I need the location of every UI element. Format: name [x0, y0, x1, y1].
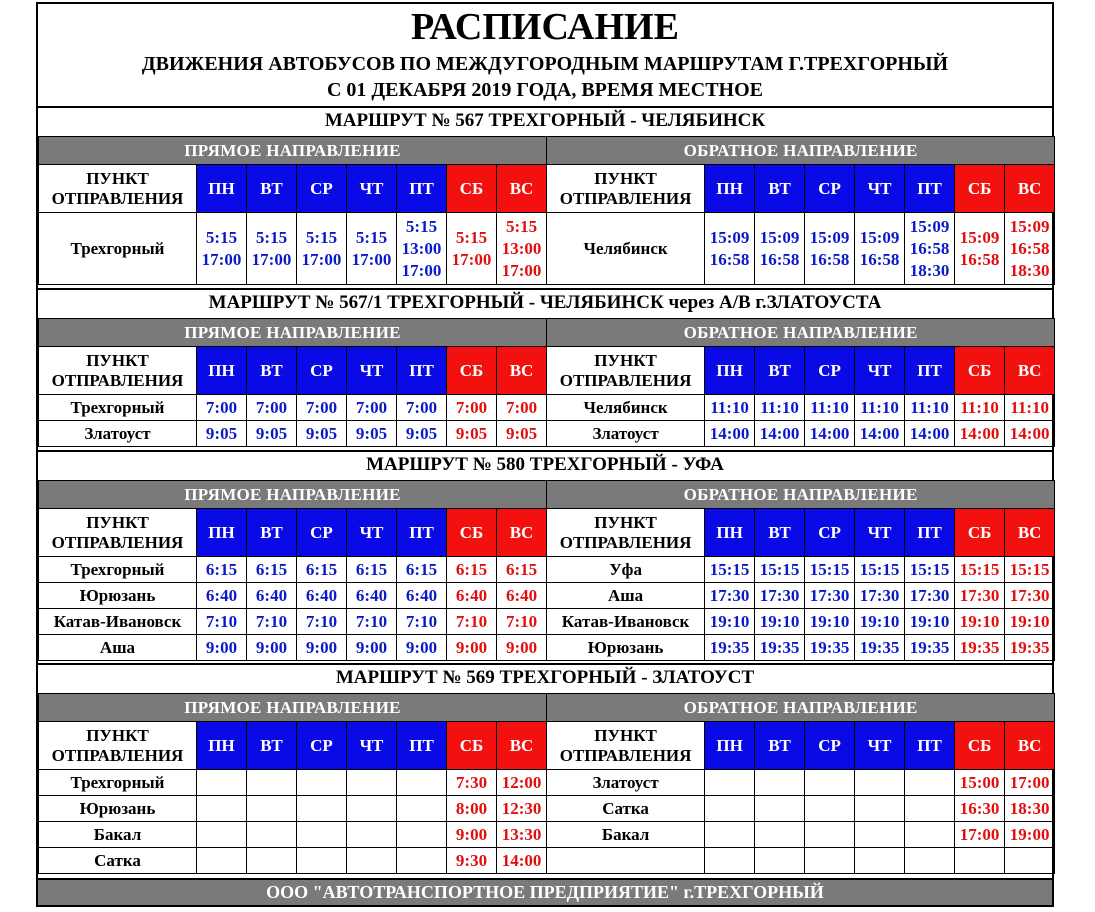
departure-time: 11:10	[1005, 395, 1055, 421]
departure-time	[905, 796, 955, 822]
departure-time: 15:15	[805, 557, 855, 583]
departure-time: 9:00	[247, 635, 297, 661]
forward-direction-label: ПРЯМОЕ НАПРАВЛЕНИЕ	[39, 137, 547, 165]
departure-point-header	[39, 165, 197, 213]
departure-time	[347, 770, 397, 796]
departure-time: 14:00	[755, 421, 805, 447]
stop-name: Трехгорный	[39, 213, 197, 285]
route-title: МАРШРУТ № 580 ТРЕХГОРНЫЙ - УФА	[366, 454, 724, 475]
day-header: СР	[805, 165, 855, 213]
day-header: ЧТ	[347, 722, 397, 770]
departure-time: 14:00	[1005, 421, 1055, 447]
departure-time: 17:30	[705, 583, 755, 609]
page-subtitle: ДВИЖЕНИЯ АВТОБУСОВ ПО МЕЖДУГОРОДНЫМ МАРШРУТАМ Г.ТРЕХГОРНЫЙ	[141, 53, 949, 75]
stop-name: Юрюзань	[547, 635, 705, 661]
day-header: ПН	[197, 722, 247, 770]
day-header: СР	[805, 509, 855, 557]
direction-row	[39, 694, 1055, 722]
departure-time: 7:00	[447, 395, 497, 421]
departure-time	[755, 770, 805, 796]
day-header: СР	[805, 722, 855, 770]
departure-time: 6:15	[397, 557, 447, 583]
departure-time: 17:30	[755, 583, 805, 609]
departure-time: 15:09 16:58	[805, 213, 855, 285]
departure-time: 14:00	[905, 421, 955, 447]
departure-time	[805, 822, 855, 848]
departure-time: 19:35	[755, 635, 805, 661]
stop-name: Сатка	[39, 848, 197, 874]
table-row	[39, 583, 1055, 609]
day-header: ПН	[197, 165, 247, 213]
departure-time: 19:35	[905, 635, 955, 661]
day-header: ВС	[1005, 165, 1055, 213]
departure-time	[247, 796, 297, 822]
departure-time: 19:35	[855, 635, 905, 661]
day-header: ВТ	[755, 509, 805, 557]
departure-point-header	[39, 722, 197, 770]
day-header: ВС	[497, 722, 547, 770]
departure-time	[197, 848, 247, 874]
reverse-direction-label: ОБРАТНОЕ НАПРАВЛЕНИЕ	[547, 319, 1055, 347]
departure-time: 6:40	[197, 583, 247, 609]
departure-point-label-line1: ПУНКТ	[594, 168, 657, 188]
reverse-direction-label: ОБРАТНОЕ НАПРАВЛЕНИЕ	[547, 694, 1055, 722]
day-header: ПТ	[397, 165, 447, 213]
day-header: ПН	[705, 722, 755, 770]
departure-time	[705, 796, 755, 822]
departure-time: 19:10	[805, 609, 855, 635]
day-header: ВС	[1005, 722, 1055, 770]
departure-time	[397, 796, 447, 822]
day-header: СР	[805, 347, 855, 395]
route-title: МАРШРУТ № 567 ТРЕХГОРНЫЙ - ЧЕЛЯБИНСК	[324, 110, 766, 131]
departure-time: 7:10	[397, 609, 447, 635]
stop-name: Трехгорный	[39, 557, 197, 583]
day-header: СР	[297, 347, 347, 395]
departure-time	[197, 770, 247, 796]
departure-time: 19:35	[805, 635, 855, 661]
departure-time: 19:35	[705, 635, 755, 661]
departure-time	[247, 822, 297, 848]
departure-time: 11:10	[705, 395, 755, 421]
direction-row	[39, 137, 1055, 165]
forward-direction-label: ПРЯМОЕ НАПРАВЛЕНИЕ	[39, 481, 547, 509]
departure-time: 11:10	[755, 395, 805, 421]
days-header-row	[39, 509, 1055, 557]
departure-time: 7:00	[297, 395, 347, 421]
departure-time: 15:09 16:58 18:30	[1005, 213, 1055, 285]
departure-time: 15:09 16:58	[955, 213, 1005, 285]
departure-point-header	[547, 509, 705, 557]
day-header: ЧТ	[347, 347, 397, 395]
departure-time: 14:00	[955, 421, 1005, 447]
departure-time: 6:40	[397, 583, 447, 609]
departure-time	[297, 770, 347, 796]
departure-time: 9:00	[447, 635, 497, 661]
departure-time: 15:15	[1005, 557, 1055, 583]
day-header: ВТ	[755, 347, 805, 395]
departure-time: 5:15 17:00	[347, 213, 397, 285]
day-header: ЧТ	[855, 509, 905, 557]
departure-time: 15:09 16:58	[755, 213, 805, 285]
reverse-direction-label: ОБРАТНОЕ НАПРАВЛЕНИЕ	[547, 481, 1055, 509]
departure-time: 5:15 13:00 17:00	[397, 213, 447, 285]
departure-point-header	[547, 165, 705, 213]
day-header: ВТ	[247, 509, 297, 557]
departure-time: 17:30	[1005, 583, 1055, 609]
departure-time: 6:40	[497, 583, 547, 609]
departure-time: 6:40	[297, 583, 347, 609]
day-header: ВТ	[247, 722, 297, 770]
departure-time	[805, 796, 855, 822]
departure-time	[855, 796, 905, 822]
departure-point-label-line1: ПУНКТ	[86, 168, 149, 188]
departure-time	[347, 796, 397, 822]
departure-time	[1005, 848, 1055, 874]
day-header: ВС	[497, 347, 547, 395]
departure-time: 6:15	[347, 557, 397, 583]
day-header: ПН	[705, 509, 755, 557]
departure-time: 17:00	[955, 822, 1005, 848]
departure-time	[297, 796, 347, 822]
departure-time: 7:00	[397, 395, 447, 421]
departure-time	[755, 848, 805, 874]
forward-direction-label: ПРЯМОЕ НАПРАВЛЕНИЕ	[39, 319, 547, 347]
days-header-row	[39, 347, 1055, 395]
departure-time	[397, 848, 447, 874]
table-row	[39, 213, 1055, 285]
departure-time: 9:00	[447, 822, 497, 848]
departure-time: 7:00	[247, 395, 297, 421]
day-header: СР	[297, 509, 347, 557]
day-header: ВС	[497, 509, 547, 557]
departure-time: 9:05	[497, 421, 547, 447]
table-row	[39, 770, 1055, 796]
day-header: СБ	[955, 347, 1005, 395]
reverse-direction-label: ОБРАТНОЕ НАПРАВЛЕНИЕ	[547, 137, 1055, 165]
stop-name	[547, 848, 705, 874]
day-header: ЧТ	[855, 165, 905, 213]
departure-time: 7:30	[447, 770, 497, 796]
day-header: ПН	[197, 347, 247, 395]
departure-time	[347, 822, 397, 848]
departure-time: 14:00	[705, 421, 755, 447]
table-row	[39, 421, 1055, 447]
stop-name: Уфа	[547, 557, 705, 583]
stop-name: Бакал	[547, 822, 705, 848]
departure-time: 17:30	[905, 583, 955, 609]
day-header: СБ	[447, 347, 497, 395]
table-row	[39, 395, 1055, 421]
departure-time	[347, 848, 397, 874]
departure-time	[397, 770, 447, 796]
departure-time: 9:00	[347, 635, 397, 661]
departure-time: 7:10	[447, 609, 497, 635]
departure-point-label-line2: ОТПРАВЛЕНИЯ	[51, 532, 184, 552]
departure-time: 9:00	[297, 635, 347, 661]
departure-time: 11:10	[905, 395, 955, 421]
route-schedule-table	[38, 693, 1055, 874]
days-header-row	[39, 165, 1055, 213]
departure-time: 15:15	[755, 557, 805, 583]
table-row	[39, 848, 1055, 874]
departure-time: 9:05	[247, 421, 297, 447]
departure-time: 7:10	[497, 609, 547, 635]
departure-time: 19:00	[1005, 822, 1055, 848]
page-date-note: С 01 ДЕКАБРЯ 2019 ГОДА, ВРЕМЯ МЕСТНОЕ	[326, 79, 764, 101]
route-schedule-table	[38, 318, 1055, 447]
day-header: СБ	[447, 722, 497, 770]
day-header: СБ	[447, 509, 497, 557]
departure-time: 5:15 17:00	[247, 213, 297, 285]
departure-point-label-line1: ПУНКТ	[594, 350, 657, 370]
departure-time: 19:10	[1005, 609, 1055, 635]
day-header: ЧТ	[855, 347, 905, 395]
departure-time: 5:15 17:00	[297, 213, 347, 285]
departure-time: 19:10	[855, 609, 905, 635]
departure-time: 11:10	[855, 395, 905, 421]
departure-time: 6:15	[247, 557, 297, 583]
departure-time	[855, 770, 905, 796]
day-header: ВТ	[755, 722, 805, 770]
stop-name: Челябинск	[547, 213, 705, 285]
day-header: СР	[297, 165, 347, 213]
departure-point-label-line2: ОТПРАВЛЕНИЯ	[51, 188, 184, 208]
table-row	[39, 557, 1055, 583]
departure-point-label-line1: ПУНКТ	[86, 350, 149, 370]
departure-point-label-line1: ПУНКТ	[594, 512, 657, 532]
departure-time: 7:00	[347, 395, 397, 421]
departure-time: 15:15	[705, 557, 755, 583]
page-title: РАСПИСАНИЕ	[411, 6, 679, 48]
departure-time	[755, 796, 805, 822]
day-header: СБ	[955, 722, 1005, 770]
departure-time: 6:15	[197, 557, 247, 583]
departure-time: 5:15 13:00 17:00	[497, 213, 547, 285]
day-header: ВТ	[755, 165, 805, 213]
departure-time: 9:05	[197, 421, 247, 447]
day-header: ПТ	[397, 722, 447, 770]
day-header: ЧТ	[347, 165, 397, 213]
route-schedule-table	[38, 136, 1055, 285]
departure-time: 17:30	[805, 583, 855, 609]
departure-time: 13:30	[497, 822, 547, 848]
departure-point-header	[39, 509, 197, 557]
day-header: СБ	[955, 165, 1005, 213]
departure-time: 6:40	[347, 583, 397, 609]
route-schedule-table	[38, 480, 1055, 661]
departure-time: 9:00	[197, 635, 247, 661]
departure-time	[247, 770, 297, 796]
departure-time: 19:35	[1005, 635, 1055, 661]
departure-time: 7:00	[197, 395, 247, 421]
day-header: ПТ	[905, 722, 955, 770]
stop-name: Юрюзань	[39, 796, 197, 822]
day-header: ПН	[197, 509, 247, 557]
departure-time: 5:15 17:00	[447, 213, 497, 285]
stop-name: Челябинск	[547, 395, 705, 421]
departure-point-header	[547, 722, 705, 770]
departure-point-label-line2: ОТПРАВЛЕНИЯ	[559, 745, 692, 765]
route-title: МАРШРУТ № 569 ТРЕХГОРНЫЙ - ЗЛАТОУСТ	[335, 667, 755, 688]
day-header: ПН	[705, 165, 755, 213]
departure-time: 7:10	[247, 609, 297, 635]
departure-time	[905, 822, 955, 848]
departure-time: 7:10	[197, 609, 247, 635]
departure-time	[855, 848, 905, 874]
departure-time: 9:00	[397, 635, 447, 661]
departure-time: 11:10	[805, 395, 855, 421]
table-row	[39, 796, 1055, 822]
departure-time	[705, 822, 755, 848]
departure-time	[297, 848, 347, 874]
departure-time: 12:30	[497, 796, 547, 822]
departure-time: 16:30	[955, 796, 1005, 822]
departure-time: 9:05	[347, 421, 397, 447]
departure-time	[905, 770, 955, 796]
departure-time	[705, 770, 755, 796]
departure-time	[755, 822, 805, 848]
stop-name: Аша	[39, 635, 197, 661]
stop-name: Златоуст	[39, 421, 197, 447]
departure-time: 18:30	[1005, 796, 1055, 822]
departure-time: 6:15	[497, 557, 547, 583]
departure-point-label-line1: ПУНКТ	[86, 725, 149, 745]
departure-time: 8:00	[447, 796, 497, 822]
departure-point-label-line2: ОТПРАВЛЕНИЯ	[559, 532, 692, 552]
table-row	[39, 635, 1055, 661]
footer-company: ООО "АВТОТРАНСПОРТНОЕ ПРЕДПРИЯТИЕ" г.ТРЕХГОРНЫЙ	[38, 880, 1052, 905]
route-title: МАРШРУТ № 567/1 ТРЕХГОРНЫЙ - ЧЕЛЯБИНСК через А/В г.ЗЛАТОУСТА	[208, 292, 882, 313]
departure-time: 11:10	[955, 395, 1005, 421]
day-header: СБ	[447, 165, 497, 213]
day-header: СБ	[955, 509, 1005, 557]
departure-time: 19:10	[955, 609, 1005, 635]
stop-name: Сатка	[547, 796, 705, 822]
departure-time: 9:05	[397, 421, 447, 447]
departure-time: 7:10	[297, 609, 347, 635]
stop-name: Катав-Ивановск	[39, 609, 197, 635]
day-header: ВС	[497, 165, 547, 213]
departure-time: 17:30	[855, 583, 905, 609]
departure-time: 19:10	[705, 609, 755, 635]
departure-time	[905, 848, 955, 874]
departure-time	[705, 848, 755, 874]
departure-time: 15:00	[955, 770, 1005, 796]
departure-time: 6:15	[297, 557, 347, 583]
departure-point-label-line2: ОТПРАВЛЕНИЯ	[559, 370, 692, 390]
day-header: ПТ	[905, 347, 955, 395]
departure-time: 17:30	[955, 583, 1005, 609]
departure-time	[297, 822, 347, 848]
departure-time: 7:10	[347, 609, 397, 635]
departure-time: 14:00	[805, 421, 855, 447]
departure-time	[197, 796, 247, 822]
departure-time: 19:10	[755, 609, 805, 635]
departure-time: 15:15	[905, 557, 955, 583]
direction-row	[39, 319, 1055, 347]
day-header: ВТ	[247, 165, 297, 213]
departure-time: 9:05	[297, 421, 347, 447]
day-header: ЧТ	[347, 509, 397, 557]
departure-point-header	[547, 347, 705, 395]
day-header: ПТ	[397, 509, 447, 557]
departure-point-label-line2: ОТПРАВЛЕНИЯ	[559, 188, 692, 208]
departure-time: 19:10	[905, 609, 955, 635]
departure-time: 17:00	[1005, 770, 1055, 796]
table-row	[39, 609, 1055, 635]
departure-time: 7:00	[497, 395, 547, 421]
forward-direction-label: ПРЯМОЕ НАПРАВЛЕНИЕ	[39, 694, 547, 722]
departure-point-label-line1: ПУНКТ	[594, 725, 657, 745]
stop-name: Трехгорный	[39, 395, 197, 421]
departure-point-label-line2: ОТПРАВЛЕНИЯ	[51, 370, 184, 390]
stop-name: Аша	[547, 583, 705, 609]
departure-time: 5:15 17:00	[197, 213, 247, 285]
departure-time	[247, 848, 297, 874]
departure-time: 6:40	[447, 583, 497, 609]
day-header: ЧТ	[855, 722, 905, 770]
direction-row	[39, 481, 1055, 509]
day-header: ПТ	[905, 509, 955, 557]
departure-time	[197, 822, 247, 848]
day-header: ВТ	[247, 347, 297, 395]
departure-time: 14:00	[497, 848, 547, 874]
table-row	[39, 822, 1055, 848]
departure-time: 15:15	[855, 557, 905, 583]
day-header: ПТ	[397, 347, 447, 395]
departure-time: 6:15	[447, 557, 497, 583]
stop-name: Катав-Ивановск	[547, 609, 705, 635]
day-header: ПТ	[905, 165, 955, 213]
departure-time: 12:00	[497, 770, 547, 796]
stop-name: Златоуст	[547, 770, 705, 796]
departure-point-label-line1: ПУНКТ	[86, 512, 149, 532]
departure-time: 14:00	[855, 421, 905, 447]
days-header-row	[39, 722, 1055, 770]
departure-time: 15:15	[955, 557, 1005, 583]
departure-point-header	[39, 347, 197, 395]
departure-time	[855, 822, 905, 848]
departure-time	[805, 770, 855, 796]
departure-time	[805, 848, 855, 874]
stop-name: Трехгорный	[39, 770, 197, 796]
departure-time	[955, 848, 1005, 874]
departure-time: 9:30	[447, 848, 497, 874]
departure-point-label-line2: ОТПРАВЛЕНИЯ	[51, 745, 184, 765]
schedule-page	[36, 2, 1054, 907]
stop-name: Юрюзань	[39, 583, 197, 609]
departure-time: 15:09 16:58	[705, 213, 755, 285]
day-header: ПН	[705, 347, 755, 395]
departure-time: 15:09 16:58 18:30	[905, 213, 955, 285]
departure-time: 19:35	[955, 635, 1005, 661]
stop-name: Бакал	[39, 822, 197, 848]
departure-time: 9:05	[447, 421, 497, 447]
departure-time: 15:09 16:58	[855, 213, 905, 285]
departure-time: 6:40	[247, 583, 297, 609]
departure-time	[397, 822, 447, 848]
day-header: СР	[297, 722, 347, 770]
day-header: ВС	[1005, 347, 1055, 395]
stop-name: Златоуст	[547, 421, 705, 447]
departure-time: 9:00	[497, 635, 547, 661]
day-header: ВС	[1005, 509, 1055, 557]
